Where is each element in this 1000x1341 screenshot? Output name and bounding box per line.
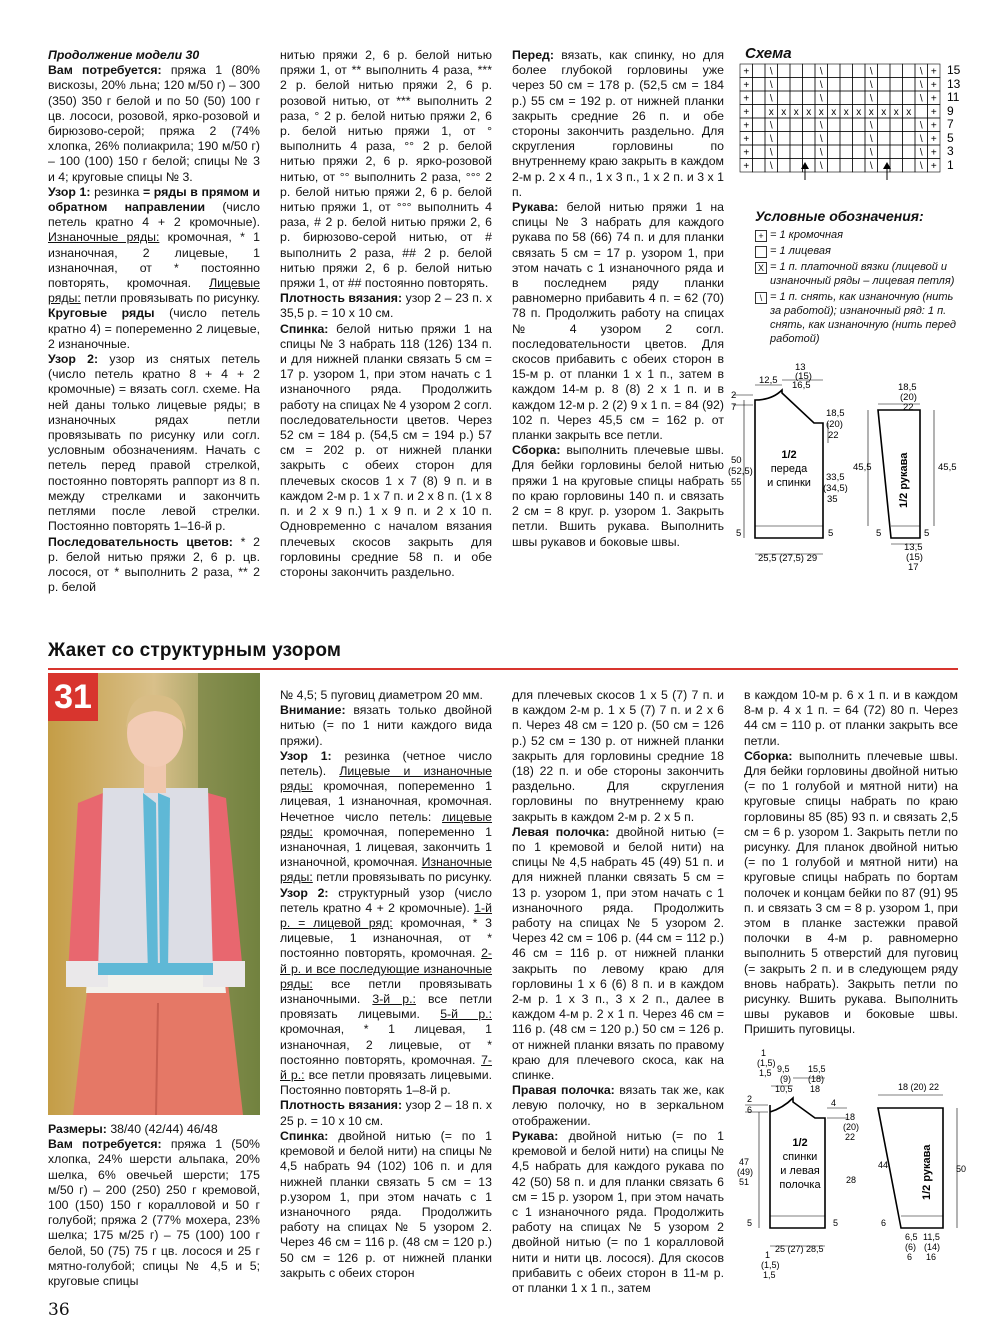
measure: 1 xyxy=(765,1250,771,1260)
chart-symbol: + xyxy=(930,147,937,159)
measure: 44 xyxy=(878,1160,889,1170)
chart-symbol: \ xyxy=(869,66,873,78)
measure: (49) xyxy=(737,1167,754,1177)
chart-cell xyxy=(803,132,816,146)
chart-cell xyxy=(753,118,766,132)
chart-symbol: x xyxy=(781,107,787,118)
measure: 5 xyxy=(876,528,882,539)
measure: 5 xyxy=(924,528,930,539)
measure: 1,5 xyxy=(759,1068,772,1078)
chart-symbol: + xyxy=(743,93,750,105)
chart-title: Схема xyxy=(745,45,792,62)
measure: 22 xyxy=(845,1132,856,1142)
chart-symbol: x xyxy=(793,107,799,118)
body-label: полочка xyxy=(779,1179,821,1191)
chart-symbol: \ xyxy=(869,147,873,159)
chart-cell xyxy=(903,118,916,132)
chart-cell xyxy=(753,132,766,146)
chart-symbol: + xyxy=(930,93,937,105)
chart-cell xyxy=(790,159,803,173)
chart-symbol: x xyxy=(831,107,837,118)
chart-symbol: x xyxy=(806,107,812,118)
chart-cell xyxy=(778,78,791,92)
chart-symbol: \ xyxy=(919,120,923,132)
chart-symbol: + xyxy=(743,66,750,78)
measure: 18 xyxy=(810,1084,821,1094)
measure: (34,5) xyxy=(823,483,848,494)
chart-symbol: + xyxy=(930,80,937,91)
measure: (15) xyxy=(906,552,923,563)
top-column-2: нитью пряжи 2, 6 р. белой нитью пряжи 1, от ** выполнить 4 раза, *** 2 р. белой нитью пряжи 2, 6 р. розовой нитью, от *** выполнить 2 раза, ° 2 р. белой нитью пряжи 2, 6 р. белой нитью пряжи 1, от ° выполнить 4 раза, °° 2 р. белой нитью пряжи 2, 6 р. ярко-розовой нитью, от °° выполнить 2 раза, °°° 2 р. белой нитью пряжи 2, 6 р. белой нитью пряжи 1, от °°° выполнить 4 раза, # 2 р. белой нитью пряжи 2, 6 р. бирюзово-серой нитью, от # выполнить 2 раза, ## 2 р. белой нитью пряжи 2, 6 р. белой нитью пряжи 1, от ## постоянно повторять. Плотность вязания: узор 2 – 23 п. х 35,5 р. = 10 х 10 см. Спинка: белой нитью пряжи 1 на спицы № 3 набрать 118 (126) 134 п. и для нижней планки связать 5 см = 17 р. узором 1, при этом начать с 1 изнаночного ряда. Продолжить работу на спицах № 4 узором 2 согл. последовательности цветов. Через 52 см = 184 р. (54,5 см = 194 р.) 57 см = 202 р. от нижней планки закрыть с обеих сторон для плечевых скосов 1 х 7 (8) 9 п. и в каждом 2-м р. 1 х 7 п. и 2 х 8 п. (1 х 8 п. и 2 х 9 п.) 1 х 9 п. и 2 х 10 п. Одновременно с началом вязания плечевых скосов закрыть для горловины средние 58 п. и обе стороны закончить раздельно. xyxy=(280,48,492,579)
measure: 16 xyxy=(926,1252,937,1262)
chart-symbol: \ xyxy=(819,134,823,145)
chart-symbol: \ xyxy=(769,120,773,132)
measure: 18,5 xyxy=(898,382,917,393)
measure: (20) xyxy=(900,392,917,403)
chart-cell xyxy=(878,78,891,92)
measure: 6,5 xyxy=(905,1232,918,1242)
chart-cell xyxy=(915,105,928,119)
chart-cell xyxy=(853,78,866,92)
chart-cell xyxy=(853,145,866,159)
chart-symbol: x xyxy=(906,107,912,118)
chart-cell xyxy=(790,91,803,105)
chart-cell xyxy=(753,145,766,159)
garter-stitch-symbol: X xyxy=(755,262,767,274)
measure: 18,5 xyxy=(826,408,845,419)
slip-stitch-symbol: \ xyxy=(755,292,767,304)
chart-symbol: x xyxy=(893,107,899,118)
measure: 10,5 xyxy=(775,1084,793,1094)
measure: (6) xyxy=(905,1242,916,1252)
chart-cell xyxy=(828,159,841,173)
chart-cell xyxy=(840,78,853,92)
measure: 12,5 xyxy=(759,375,778,386)
measure: (20) xyxy=(843,1122,860,1132)
legend-item: + = 1 кромочная xyxy=(755,228,965,242)
chart-symbol: \ xyxy=(769,93,773,105)
chart-cell xyxy=(853,118,866,132)
chart-symbol: + xyxy=(930,134,937,145)
row-number: 7 xyxy=(947,117,954,131)
chart-cell xyxy=(828,118,841,132)
chart-symbol: \ xyxy=(869,120,873,132)
chart-symbol: \ xyxy=(819,93,823,105)
chart-cell xyxy=(853,91,866,105)
chart-cell xyxy=(828,132,841,146)
row-number: 1 xyxy=(947,158,954,172)
chart-symbol: x xyxy=(856,107,862,118)
chart-symbol: \ xyxy=(919,93,923,105)
chart-cell xyxy=(840,118,853,132)
chart-cell xyxy=(753,91,766,105)
chart-cell xyxy=(878,132,891,146)
chart-cell xyxy=(803,145,816,159)
measure: 18 xyxy=(845,1112,856,1122)
chart-symbol: x xyxy=(881,107,887,118)
pattern-bottom-body xyxy=(770,1098,825,1228)
row-number: 3 xyxy=(947,144,954,158)
chart-symbol: x xyxy=(868,107,874,118)
bottom-column-2: № 4,5; 5 пуговиц диаметром 20 мм. Внимание: вязать только двойной нитью (= по 1 нити каждого вида пряжи). Узор 1: резинка (четное число петель). Лицевые и изнаночные ряды: кромочная, попеременно 1 лицевая, 1 изнаночная, кромочная. Нечетное число петель: лицевые ряды: кромочная, попеременно 1 изнаночная, 1 лицевая, закончить 1 изнаночной, кромочная. Изнаночные ряды: петли провязывать по рисунку. Узор 2: структурный узор (число петель кратно 4 + 2 кромочные). 1-й р. = лицевой ряд: кромочная, * 3 лицевые, 1 изнаночная, от * постоянно повторять, кромочная. 2-й р. и все последующие изнаночные ряды: все петли провязывать изнаночными. 3-й р.: все петли провязать лицевыми. 5-й р.: кромочная, * 1 лицевая, 1 изнаночная, 2 лицевые, от * постоянно повторять, кромочная. 7-й р.: все петли провязать лицевыми. Постоянно повторять 1–8-й р. Плотность вязания: узор 2 – 18 п. х 25 р. = 10 х 10 см. Спинка: двойной нитью (= по 1 кремовой и белой нити) на спицы № 4,5 набрать 94 (102) 106 п. и для нижней планки связать 5 см = 13 р.узором 1, при этом начать с 1 изнаночного ряда. Продолжить работу на спицах № 5 узором 2. Через 46 см = 116 р. (48 см = 120 р.) 50 см = 126 р. от нижней планки закрыть с обеих сторон xyxy=(280,688,493,1280)
chart-cell xyxy=(890,145,903,159)
measure: 16,5 xyxy=(792,380,811,391)
chart-symbol: x xyxy=(768,107,774,118)
chart-symbol: \ xyxy=(769,66,773,78)
measure: 51 xyxy=(739,1177,750,1187)
row-number: 13 xyxy=(947,77,961,91)
chart-symbol: \ xyxy=(919,147,923,159)
measure: 17 xyxy=(908,562,919,573)
measure: 15,5 xyxy=(808,1064,826,1074)
measure: 5 xyxy=(833,1218,839,1228)
chart-cell xyxy=(753,105,766,119)
measure: 4 xyxy=(831,1098,837,1108)
measure: 50 xyxy=(731,455,742,466)
measure: 5 xyxy=(736,528,742,539)
measure: 2 xyxy=(747,1094,753,1104)
chart-symbol: \ xyxy=(919,161,923,172)
measure: 22 xyxy=(828,430,839,441)
legend-item: = 1 лицевая xyxy=(755,244,965,258)
knitting-chart xyxy=(735,62,965,192)
chart-symbol: \ xyxy=(919,66,923,78)
chart-symbol: \ xyxy=(819,80,823,91)
row-number: 9 xyxy=(947,104,954,118)
measure: 5 xyxy=(747,1218,753,1228)
body-label: 1/2 xyxy=(781,449,797,461)
chart-cell xyxy=(903,132,916,146)
measure: (20) xyxy=(826,419,843,430)
legend-title: Условные обозначения: xyxy=(755,208,924,224)
chart-cell xyxy=(840,91,853,105)
row-number: 11 xyxy=(947,90,960,104)
measure: 6 xyxy=(747,1105,753,1115)
chart-grid xyxy=(740,64,940,172)
measure: 55 xyxy=(731,477,742,488)
chart-symbol: \ xyxy=(769,80,773,91)
measure: 6 xyxy=(907,1252,913,1262)
body-label: 1/2 xyxy=(792,1137,808,1149)
chart-symbol: + xyxy=(743,147,750,159)
chart-symbol: + xyxy=(743,107,750,118)
measure: 47 xyxy=(739,1157,750,1167)
chart-cell xyxy=(878,64,891,78)
measure: 25 (27) 28,5 xyxy=(775,1244,824,1254)
chart-cell xyxy=(840,159,853,173)
edge-stitch-symbol: + xyxy=(755,230,767,242)
chart-symbol: x xyxy=(818,107,824,118)
section-rule xyxy=(48,668,958,670)
pattern-top xyxy=(728,362,960,578)
chart-symbol: \ xyxy=(819,66,823,78)
measure: 45,5 xyxy=(938,462,957,473)
measure: 18 (20) 22 xyxy=(898,1082,940,1092)
legend-item: \ = 1 п. снять, как изнаночную (нить за работой); изнаночный ряд: 1 п. снять, как изнаночную (нить перед работой) xyxy=(755,290,965,346)
body-label: и спинки xyxy=(767,477,811,489)
chart-symbol: + xyxy=(743,80,750,91)
measure: (15) xyxy=(795,371,812,382)
chart-cell xyxy=(803,118,816,132)
continuation-title: Продолжение модели 30 xyxy=(48,48,200,62)
chart-cell xyxy=(790,64,803,78)
pattern-bottom xyxy=(735,1050,970,1280)
measure: (14) xyxy=(924,1242,941,1252)
measure: 45,5 xyxy=(853,462,872,473)
chart-cell xyxy=(890,118,903,132)
bottom-column-4: в каждом 10-м р. 6 х 1 п. и в каждом 8-м р. 4 х 1 п. = 64 (72) 80 п. Через 44 см = 110 р. от планки закрыть все петли. Сборка: выполнить плечевые швы. Для бейки горловины двойной нитью (= по 1 голубой и мятной нити) на круговые спицы набрать по краю горловины 85 (85) 93 п. и связать 2,5 см = 6 р. узором 1. Закрыть петли по рисунку. Для планок двойной нитью (= по 1 голубой и мятной нити) на круговые спицы набрать по бортам полочек и концам бейки по 87 (91) 95 п. и связать 3 см = 8 р. узором 1, при этом в планке застежки правой полочки в 4-м р. равномерно выполнить 5 отверстий для пуговиц (= закрыть 2 п. и в следующем ряду вновь набрать). Закрыть петли по рисунку. Вшить рукава. Выполнить швы рукавов и боковые швы. Пришить пуговицы. xyxy=(744,688,958,1037)
measure: 22 xyxy=(903,402,914,413)
legend-item: X = 1 п. платочной вязки (лицевой и изнаночный ряды – лицевая петля) xyxy=(755,260,965,288)
measure: 33,5 xyxy=(826,472,845,483)
chart-symbol: + xyxy=(930,120,937,132)
chart-symbol: + xyxy=(930,66,937,78)
chart-symbol: \ xyxy=(869,80,873,91)
measure: 50 xyxy=(956,1164,967,1174)
row-number: 15 xyxy=(947,63,961,77)
bottom-column-1: Размеры: 38/40 (42/44) 46/48 Вам потребуется: пряжа 1 (50% хлопка, 24% шерсти альпака, 20% шелка, 6% овечьей шерсти; 175 м/50 г) – 200 (250) 250 г кремовой, 100 (150) 150 г коралловой и 50 г голубой; пряжа 2 (77% мохера, 23% шелка; 175 м/25 г) – 75 (100) 100 г белой, 50 (75) 75 г цв. лосося и 25 г мятно-голубой; спицы № 4,5 и 5; круговые спицы xyxy=(48,1122,260,1289)
sleeve-label: 1/2 рукава xyxy=(921,1144,933,1200)
chart-cell xyxy=(840,64,853,78)
chart-cell xyxy=(903,159,916,173)
chart-cell xyxy=(753,78,766,92)
chart-cell xyxy=(778,159,791,173)
chart-cell xyxy=(890,64,903,78)
measure: (52,5) xyxy=(728,466,753,477)
row-number: 5 xyxy=(947,131,954,145)
chart-cell xyxy=(778,118,791,132)
chart-cell xyxy=(753,64,766,78)
knit-stitch-symbol xyxy=(755,246,767,258)
chart-symbol: + xyxy=(743,161,750,172)
measure: 11,5 xyxy=(923,1232,940,1242)
chart-cell xyxy=(828,78,841,92)
measure: 28 xyxy=(846,1175,857,1185)
page-number: 36 xyxy=(48,1300,70,1320)
chart-cell xyxy=(828,91,841,105)
chart-cell xyxy=(878,118,891,132)
chart-symbol: \ xyxy=(769,147,773,159)
measure: (1,5) xyxy=(761,1260,780,1270)
chart-symbol: + xyxy=(930,161,937,172)
chart-cell xyxy=(753,159,766,173)
chart-symbol: \ xyxy=(919,134,923,145)
measure: 7 xyxy=(731,402,737,413)
chart-cell xyxy=(853,159,866,173)
body-label: и левая xyxy=(780,1165,820,1177)
chart-cell xyxy=(790,78,803,92)
chart-cell xyxy=(778,145,791,159)
measure: (9) xyxy=(780,1074,791,1084)
chart-cell xyxy=(778,132,791,146)
measure: 6 xyxy=(881,1218,887,1228)
chart-cell xyxy=(778,64,791,78)
measure: (1,5) xyxy=(757,1058,776,1068)
chart-cell xyxy=(903,91,916,105)
body-label: переда xyxy=(770,463,808,475)
chart-cell xyxy=(853,64,866,78)
measure: 25,5 (27,5) 29 xyxy=(758,553,818,564)
chart-cell xyxy=(890,159,903,173)
bottom-column-3: для плечевых скосов 1 х 5 (7) 7 п. и в каждом 2-м р. 1 х 5 (7) 7 п. и 2 х 6 п. Через 48 см = 120 р. (50 см = 126 р.) 52 см = 130 р. от нижней планки закрыть для горловины средние 18 (18) 22 п. и обе стороны закончить раздельно. Для скругления горловины по внутреннему краю закрыть в каждом 2-м р. 2 х 5 п. Левая полочка: двойной нитью (= по 1 кремовой и белой нити) на спицы № 4,5 набрать 45 (49) 51 п. и для нижней планки связать 5 см = 13 р. узором 1, при этом начать с 1 изнаночного ряда. Продолжить работу на спицах № 5 узором 2. Через 42 см = 106 р. (44 см = 112 р.) 46 см = 116 р. от нижней планки закрыть по левому краю для горловины 1 х 6 (6) 8 п. и в каждом 2-м р. 1 х 3 п., 3 х 2 п., далее в каждом 4-м р. 2 х 1 п. Через 46 см = 116 р. (48 см = 120 р.) 50 см = 126 р. от нижней планки вязать по правому краю для плечевого скоса, как на спинке. Правая полочка: вязать так же, как левую полочку, но в зеркальном отображении. Рукава: двойной нитью (= по 1 кремовой и белой нити) на спицы № 4,5 набрать для каждого рукава по 42 (50) 58 п. и для планки связать 6 см = 15 р. узором 1, при этом начать с 1 изнаночного ряда. Продолжить работу на спицах № 5 узором 2 двойной нитью (= по 1 коралловой нити и нити цв. лосося). Для скосов прибавить с обеих сторон в 11-м р. от планки 1 х 1 п., затем xyxy=(512,688,724,1295)
chart-symbol: \ xyxy=(769,161,773,172)
chart-cell xyxy=(890,91,903,105)
chart-symbol: \ xyxy=(869,134,873,145)
chart-symbol: \ xyxy=(819,120,823,132)
chart-symbol: \ xyxy=(869,161,873,172)
chart-symbol: \ xyxy=(769,134,773,145)
top-column-1: Продолжение модели 30 Вам потребуется: пряжа 1 (80% вискозы, 20% льна; 120 м/50 г) – 300 (350) 350 г белой и по 50 (50) 100 г цв. лососи, розовой, ярко-розовой и бирюзово-серой; пряжа 2 (74% хлопка, 26% полиакрила; 190 м/50 г) – 100 (100) 150 г белой; спицы № 3 и 4; круговые спицы № 3. Узор 1: резинка = ряды в прямом и обратном направлении (число петель кратно 4 + 2 кромочные). Изнаночные ряды: кромочная, * 1 изнаночная, 2 лицевые, 1 изнаночная, от * постоянно повторять, кромочная. Лицевые ряды: петли провязывать по рисунку. Круговые ряды (число петель кратно 4) = попеременно 2 лицевые, 2 изнаночные. Узор 2: узор из снятых петель (число петель кратно 8 + 4 + 2 кромочные) = вязать согл. схеме. На ней даны только лицевые ряды; в изнаночных рядах петли провязывать по рисунку или согл. условным обозначениям. Начать с петель перед правой стрелкой, постоянно повторять раппорт из 8 п. между стрелками и закончить петлями после левой стрелки. Постоянно повторять 1–16-й р. Последовательность цветов: * 2 р. белой нитью пряжи 2, 6 р. цв. лосося, от * выполнить 2 раза, ** 2 р. белой xyxy=(48,48,261,595)
chart-cell xyxy=(890,132,903,146)
model-number-badge: 31 xyxy=(48,673,98,721)
chart-cell xyxy=(790,132,803,146)
chart-symbol: \ xyxy=(869,93,873,105)
chart-cell xyxy=(790,118,803,132)
chart-cell xyxy=(878,145,891,159)
chart-cell xyxy=(778,91,791,105)
measure: 9,5 xyxy=(777,1064,790,1074)
chart-cell xyxy=(903,145,916,159)
chart-symbol: \ xyxy=(919,80,923,91)
chart-cell xyxy=(790,145,803,159)
chart-cell xyxy=(853,132,866,146)
chart-cell xyxy=(903,78,916,92)
chart-symbol: x xyxy=(843,107,849,118)
chart-cell xyxy=(840,132,853,146)
body-label: спинки xyxy=(782,1151,818,1163)
chart-cell xyxy=(828,64,841,78)
chart-symbol: \ xyxy=(819,147,823,159)
chart-cell xyxy=(803,78,816,92)
chart-cell xyxy=(828,145,841,159)
measure: 13 xyxy=(795,362,806,373)
chart-cell xyxy=(803,64,816,78)
measure: 35 xyxy=(827,494,838,505)
measure: 13,5 xyxy=(904,542,923,553)
model-photo xyxy=(48,673,260,1115)
chart-cell xyxy=(890,78,903,92)
top-column-3: Перед: вязать, как спинку, но для более глубокой горловины уже через 50 см = 178 р. (52,5 см = 184 р.) 55 см = 192 р. от нижней планки закрыть средние 26 п. и обе стороны закончить раздельно. Для скругления горловины по внутреннему краю закрыть в каждом 2-м р. 2 х 4 п., 1 х 3 п., 1 х 2 п. и 3 х 1 п. Рукава: белой нитью пряжи 1 на спицы № 3 набрать для каждого рукава по 58 (66) 74 п. и для планки связать 5 см = 17 р. узором 1, при этом начать с 1 изнаночного ряда и в последнем ряду планки равномерно прибавить 4 п. = 62 (70) 78 п. Продолжить работу на спицах № 4 узором 2 согл. последовательности цветов. Для скосов прибавить с обеих сторон в 15-м р. от планки 1 х 1 п., затем в каждом 14-м р. 8 (8) 2 х 1 п. и в каждом 12-м р. 2 (2) 9 х 1 п. = 84 (92) 102 п. Через 45,5 см = 162 р. от планки закрыть все петли. Сборка: выполнить плечевые швы. Для бейки горловины белой нитью пряжи 1 на круговые спицы набрать по краю горловины 140 п. и связать 2 см = 8 круг. р. узором 1. Закрыть петли. Вшить рукава. Выполнить швы рукавов и боковые швы. xyxy=(512,48,724,549)
chart-cell xyxy=(803,91,816,105)
chart-symbol: + xyxy=(930,107,937,118)
measure: 1 xyxy=(761,1048,767,1058)
chart-symbol: + xyxy=(743,134,750,145)
chart-symbol: + xyxy=(743,120,750,132)
legend xyxy=(755,228,965,348)
measure: (18) xyxy=(808,1074,825,1084)
measure: 2 xyxy=(731,390,737,401)
measure: 1,5 xyxy=(763,1270,776,1280)
section-title: Жакет со структурным узором xyxy=(48,640,342,661)
chart-cell xyxy=(878,91,891,105)
sleeve-label: 1/2 рукава xyxy=(898,452,910,508)
chart-cell xyxy=(903,64,916,78)
chart-cell xyxy=(840,145,853,159)
chart-symbol: \ xyxy=(819,161,823,172)
measure: 5 xyxy=(828,528,834,539)
